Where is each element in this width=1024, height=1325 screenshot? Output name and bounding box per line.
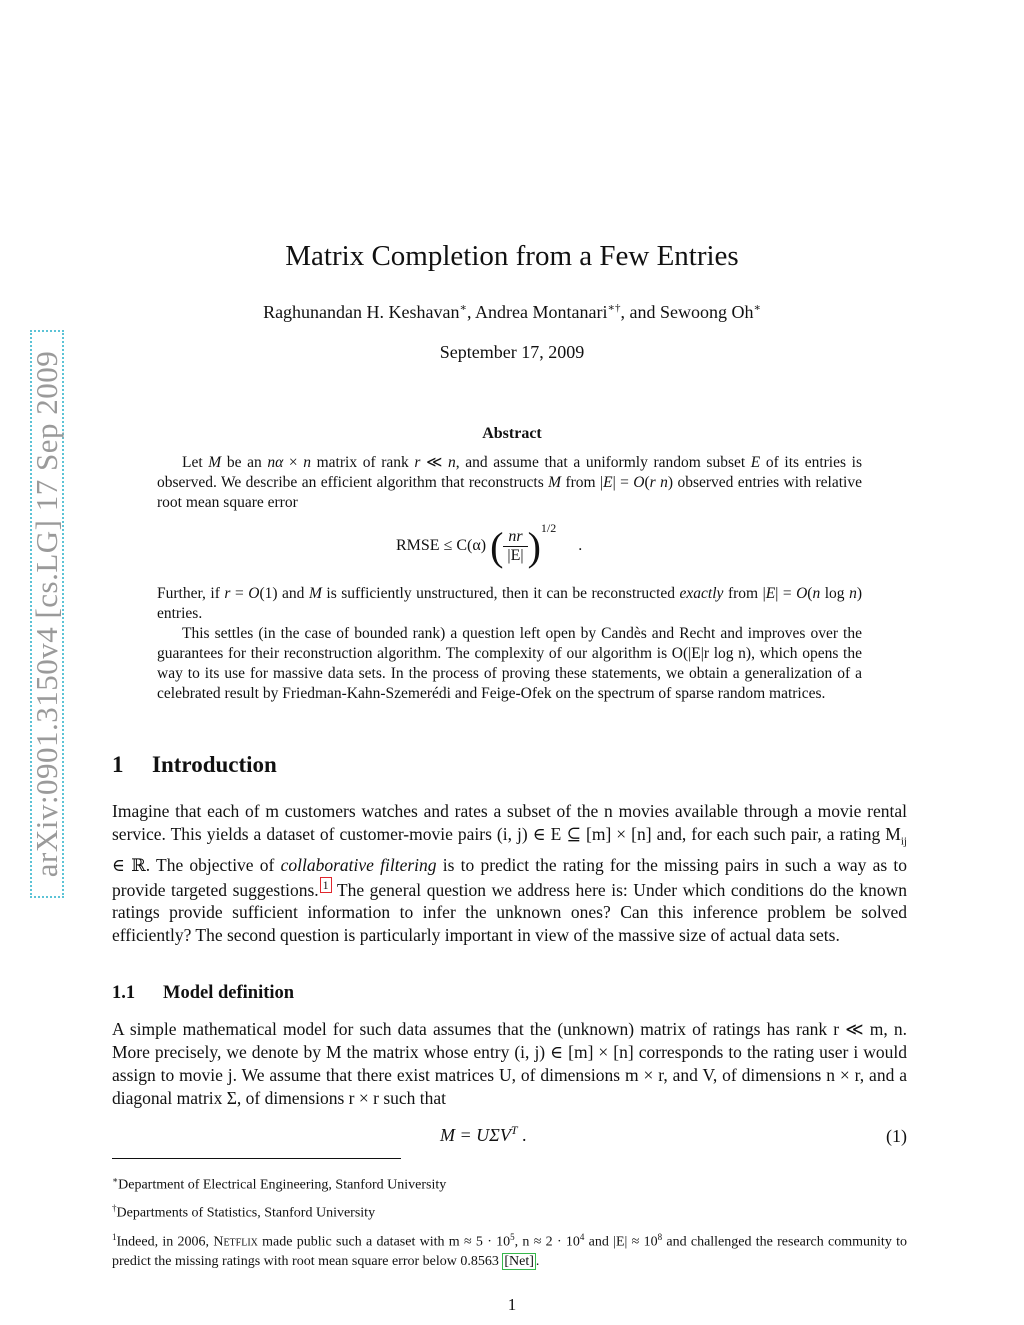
paper-date: September 17, 2009 [439,342,585,362]
paper-title: Matrix Completion from a Few Entries [285,240,739,272]
author-2-mark[interactable]: ∗† [607,302,621,314]
author-1: Raghunandan H. Keshavan [263,302,460,322]
rmse-lhs: RMSE ≤ C(α) [396,537,487,555]
abstract-paragraph-2: Further, if r = O(1) and M is sufficiently unstructured, then it can be reconstructed exactly from |E| = O(n log n) entries. [157,585,862,622]
footnote-1-link[interactable]: 1 [320,877,332,893]
author-3: , and Sewoong Oh [620,302,754,322]
citation-net-link[interactable]: [Net] [504,1253,534,1269]
author-2: Andrea Montanari [475,302,608,322]
subsection-heading: 1.1 Model definition [112,983,295,1003]
section-heading: 1 Introduction [112,752,277,777]
footnote-rule [112,1158,401,1159]
model-paragraph: A simple mathematical model for such data assumes that the (unknown) matrix of ratings has rank r ≪ m, n. More precisely, we denote by M the matrix whose entry (i, j) ∈ [m] × [n] corresponds to the rating user i would assign to movie j. We assume that there exist matrices U, of dimensions m × r, and V, of dimensions n × r, and a diagonal matrix Σ, of dimensions r × r such that [112,1019,907,1108]
equation-1-number: (1) [886,1126,907,1146]
equation-1: $M = U\Sigma V^T$ . [440,1123,527,1145]
rmse-exponent: 1/2 [540,520,557,535]
footnote-affiliation-1: ∗Department of Electrical Engineering, Stanford University [112,1175,447,1193]
introduction-paragraph: Imagine that each of m customers watches and rates a subset of the n movies available through a movie rental service. This yields a dataset of customer-movie pairs (i, j) ∈ E ⊆ [m] × [n] and, for each such pair, a rating $M_{ij}$ ∈ ℝ. The objective of collaborative filtering is to predict the rating for the missing pairs in such a way as to provide targeted suggestions. 1 The general question we address here is: Under which conditions do the known ratings provide sufficient information to infer the unknown ones? Can this inference problem be solved efficiently? The second question is particularly important in view of the massive size of actual data sets. [112,801,907,946]
author-3-mark[interactable]: ∗ [753,302,761,314]
abstract-paragraph-1: Let M be an nα × n matrix of rank r ≪ n, and assume that a uniformly random subset E of its entries is observed. We describe an efficient algorithm that reconstructs M from |E| = O(r n) observed entries with relative root mean square error [157,454,862,511]
abstract-heading: Abstract [482,425,542,442]
rmse-fraction: $\frac{nr}{|E|}$ [503,528,527,565]
page-number: 1 [507,1295,517,1314]
footnote-1: $^1$Indeed, in 2006, Netflix made public such a dataset with $m \approx 5 \cdot 10^5$, $n \approx 2 \cdot 10^4$ and $|E| \approx 10^8$ and challenged the research community to predict the missing ratings with root mean square error below 0.8563 [Net] . [112,1232,907,1269]
author-1-mark[interactable]: ∗ [459,302,467,314]
abstract-paragraph-3: This settles (in the case of bounded rank) a question left open by Candès and Recht and improves over the guarantees for their reconstruction algorithm. The complexity of our algorithm is O(|E|r log n), which opens the way to its use for massive data sets. In the process of proving these statements, we obtain a generalization of a celebrated result by Friedman-Kahn-Szemerédi and Feige-Ofek on the spectrum of sparse random matrices. [157,625,862,702]
abstract-equation: RMSE ≤ C(α) ( $\frac{nr}{|E|}$ )$^{1/2}$ . [396,520,583,569]
footnote-affiliation-2: †Departments of Statistics, Stanford University [112,1203,376,1221]
author-list: Raghunandan H. Keshavan∗, Andrea Montanari∗†, and Sewoong Oh∗ [263,302,761,322]
arxiv-stamp[interactable]: arXiv:0901.3150v4 [cs.LG] 17 Sep 2009 [29,350,64,878]
